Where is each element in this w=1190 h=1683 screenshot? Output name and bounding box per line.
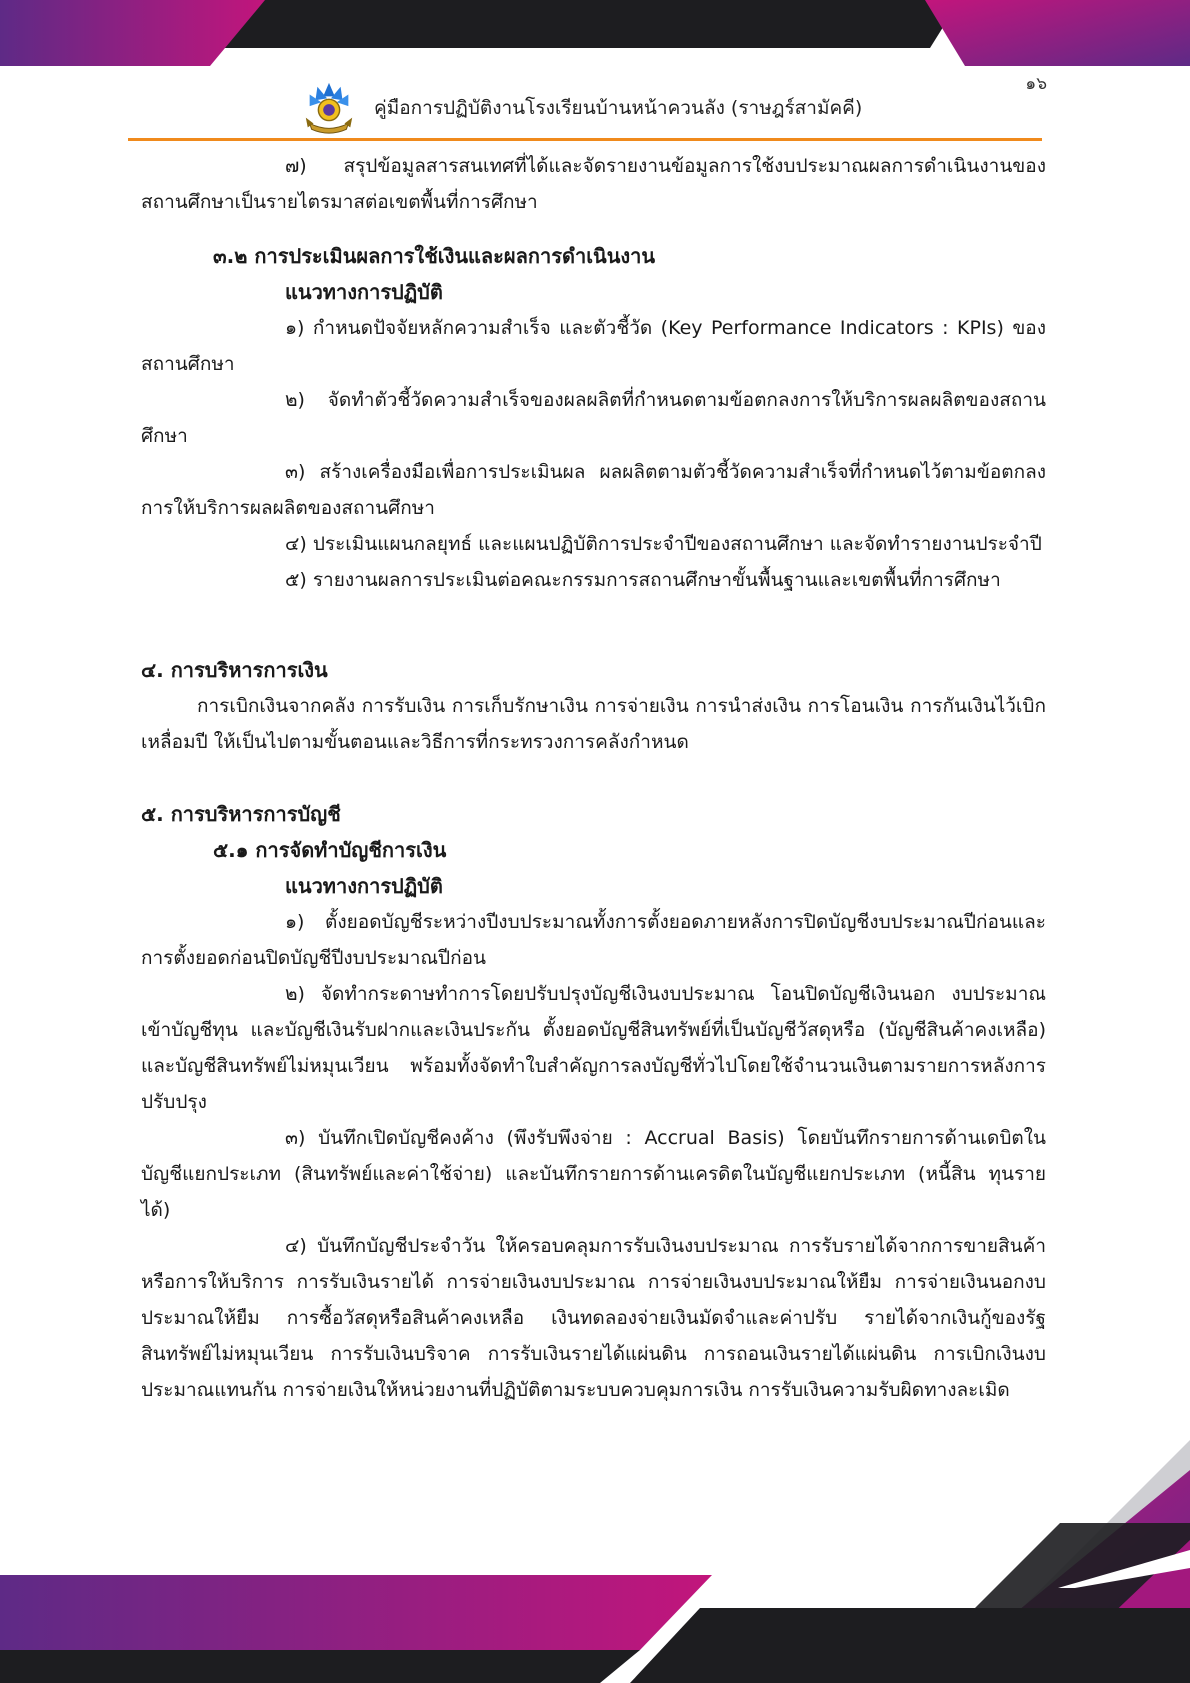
bottom-dark-banner xyxy=(630,1608,1190,1683)
item-3-1-7: ๗) สรุปข้อมูลสารสนเทศที่ได้และจัดรายงานข้อมูลการใช้งบประมาณผลการดำเนินงานของสถานศึกษาเป็นรายไตรมาสต่อเขตพื้นที่การศึกษา xyxy=(141,155,1046,213)
bottom-left-dark-band xyxy=(0,1650,640,1683)
section-4-paragraph: การเบิกเงินจากคลัง การรับเงิน การเก็บรักษาเงิน การจ่ายเงิน การนำส่งเงิน การโอนเงิน การกันเงินไว้เบิกเหลื่อมปี ให้เป็นไปตามขั้นตอนและวิธีการที่กระทรวงการคลังกำหนด xyxy=(141,695,1046,753)
header-rule xyxy=(128,138,1042,141)
section-5-1-item-2: ๒) จัดทำกระดาษทำการโดยปรับปรุงบัญชีเงินงบประมาณ โอนปิดบัญชีเงินนอก งบประมาณเข้าบัญชีทุน และบัญชีเงินรับฝากและเงินประกัน ตั้งยอดบัญชีสินทรัพย์ที่เป็นบัญชีวัสดุหรือ (บัญชีสินค้าคงเหลือ) และบัญชีสินทรัพย์ไม่หมุนเวียน พร้อมทั้งจัดทำใบสำคัญการลงบัญชีทั่วไปโดยใช้จำนวนเงินตามรายการหลังการปรับปรุง xyxy=(141,983,1046,1113)
page-header xyxy=(300,78,862,138)
page-number: ๑๖ xyxy=(1025,74,1047,94)
bottom-right-white-stripe xyxy=(1058,1550,1190,1588)
section-5-1-item-4: ๔) บันทึกบัญชีประจำวัน ให้ครอบคลุมการรับเงินงบประมาณ การรับรายได้จากการขายสินค้าหรือการให้บริการ การรับเงินรายได้ การจ่ายเงินงบประมาณ การจ่ายเงินงบประมาณให้ยืม การจ่ายเงินนอกงบประมาณให้ยืม การซื้อวัสดุหรือสินค้าคงเหลือ เงินทดลองจ่ายเงินมัดจำและค่าปรับ รายได้จากเงินกู้ของรัฐ สินทรัพย์ไม่หมุนเวียน การรับเงินบริจาค การรับเงินรายได้แผ่นดิน การถอนเงินรายได้แผ่นดิน การเบิกเงินงบประมาณแทนกัน การจ่ายเงินให้หน่วยงานที่ปฏิบัติตามระบบควบคุมการเงิน การรับเงินความรับผิดทางละเมิด xyxy=(141,1235,1046,1401)
top-left-banner xyxy=(0,0,265,66)
section-4-heading: ๔. การบริหารการเงิน xyxy=(141,658,328,682)
section-5-1-item-1: ๑) ตั้งยอดบัญชีระหว่างปีงบประมาณทั้งการตั้งยอดภายหลังการปิดบัญชีงบประมาณปีก่อนและการตั้งยอดก่อนปิดบัญชีปีงบประมาณปีก่อน xyxy=(141,911,1046,969)
bottom-left-banner xyxy=(0,1575,712,1650)
top-dark-banner xyxy=(180,0,960,48)
section-3-2-item-5: ๕) รายงานผลการประเมินต่อคณะกรรมการสถานศึกษาขั้นพื้นฐานและเขตพื้นที่การศึกษา xyxy=(285,569,1001,591)
section-3-2-item-4: ๔) ประเมินแผนกลยุทธ์ และแผนปฏิบัติการประจำปีของสถานศึกษา และจัดทำรายงานประจำปี xyxy=(285,533,1042,555)
header-title: คู่มือการปฏิบัติงานโรงเรียนบ้านหน้าควนลัง (ราษฎร์สามัคคี) xyxy=(374,97,863,119)
document-body xyxy=(141,148,1046,1408)
section-5-heading: ๕. การบริหารการบัญชี xyxy=(141,802,341,826)
section-3-2-heading: ๓.๒ การประเมินผลการใช้เงินและผลการดำเนินงาน xyxy=(213,244,656,268)
section-3-2-item-3: ๓) สร้างเครื่องมือเพื่อการประเมินผล ผลผลิตตามตัวชี้วัดความสำเร็จที่กำหนดไว้ตามข้อตกลงการให้บริการผลผลิตของสถานศึกษา xyxy=(141,461,1046,519)
section-3-2-guide: แนวทางการปฏิบัติ xyxy=(285,280,443,304)
section-3-2-item-2: ๒) จัดทำตัวชี้วัดความสำเร็จของผลผลิตที่กำหนดตามข้อตกลงการให้บริการผลผลิตของสถานศึกษา xyxy=(141,389,1046,447)
section-5-1-guide: แนวทางการปฏิบัติ xyxy=(285,874,443,898)
bottom-right-magenta-wedge xyxy=(930,1470,1190,1683)
bottom-right-gray-stripe xyxy=(1010,1440,1190,1620)
top-right-banner xyxy=(925,0,1190,66)
bottom-right-magenta-overlay xyxy=(1040,1540,1190,1683)
section-3-2-item-1: ๑) กำหนดปัจจัยหลักความสำเร็จ และตัวชี้วัด (Key Performance Indicators : KPIs) ของสถานศึกษา xyxy=(141,317,1046,375)
section-5-1-item-3: ๓) บันทึกเปิดบัญชีคงค้าง (พึงรับพึงจ่าย : Accrual Basis) โดยบันทึกรายการด้านเดบิตในบัญชีแยกประเภท (สินทรัพย์และค่าใช้จ่าย) และบันทึกรายการด้านเครดิตในบัญชีแยกประเภท (หนี้สิน ทุนรายได้) xyxy=(141,1127,1046,1221)
bottom-right-dark-wedge xyxy=(900,1523,1190,1683)
school-emblem-logo-icon xyxy=(300,79,358,137)
section-5-1-heading: ๕.๑ การจัดทำบัญชีการเงิน xyxy=(213,838,447,862)
